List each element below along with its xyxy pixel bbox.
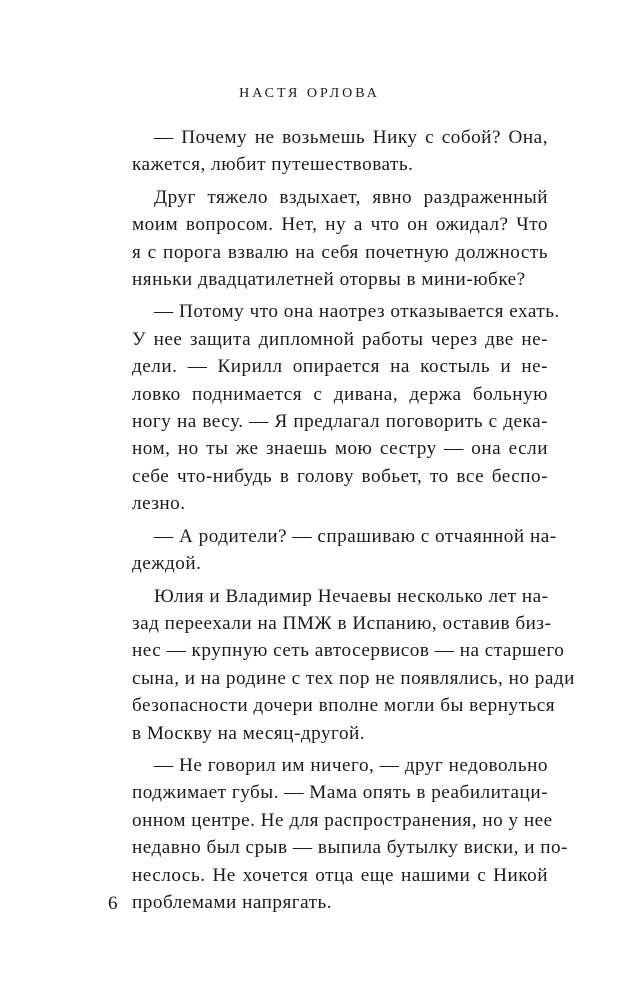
text-line: У нее защита дипломной работы через две не- xyxy=(132,328,548,350)
text-line: безопасности дочери вполне могли бы вернуться xyxy=(132,695,556,717)
text-line: — Не говорил им ничего, — друг недовольно xyxy=(154,754,548,776)
text-line: я с порога взвалю на себя почетную должность xyxy=(132,241,548,263)
running-header: НАСТЯ ОРЛОВА xyxy=(239,86,380,101)
text-line: ногу на весу. — Я предлагал поговорить с дека- xyxy=(132,411,548,433)
text-line: моим вопросом. Нет, ну а что он ожидал? Что xyxy=(132,214,548,236)
text-line: — Почему не возьмешь Нику с собой? Она, xyxy=(154,127,548,148)
paragraph xyxy=(110,523,557,578)
text-line: в Москву на месяц-другой. xyxy=(132,722,366,744)
text-line: Друг тяжело вздыхает, явно раздраженный xyxy=(154,186,548,208)
text-line: ловко поднимается с дивана, держа больную xyxy=(132,383,548,405)
text-line: ном, но ты же знаешь мою сестру — она если xyxy=(132,438,548,460)
paragraph xyxy=(110,752,569,916)
text-line: няньки двадцатилетней оторвы в мини-юбке? xyxy=(132,269,526,291)
paragraph xyxy=(110,184,548,294)
text-line: проблемами напрягать. xyxy=(132,891,333,913)
text-line: сына, и на родине с тех пор не появлялись, но ради xyxy=(132,667,575,689)
text-line: нес — крупную сеть автосервисов — на старшего xyxy=(132,640,565,662)
page-number: 6 xyxy=(108,893,118,914)
text-line: зад переехали на ПМЖ в Испанию, оставив биз- xyxy=(132,612,552,634)
body-text xyxy=(110,124,575,921)
text-line: Юлия и Владимир Нечаевы несколько лет на- xyxy=(154,585,549,607)
text-line: — Потому что она наотрез отказывается ехать. xyxy=(154,301,560,323)
text-line: себе что-нибудь в голову вобьет, то все беспо- xyxy=(132,465,548,487)
paragraph xyxy=(110,124,548,179)
text-line: дели. — Кирилл опирается на костыль и не- xyxy=(132,356,548,378)
paragraph xyxy=(110,583,575,747)
text-line: недавно был срыв — выпила бутылку виски, и по- xyxy=(132,837,569,859)
text-line: деждой. xyxy=(132,553,202,575)
text-line: — А родители? — спрашиваю с отчаянной на- xyxy=(154,525,557,547)
text-line: поджимает губы. — Мама опять в реабилитаци- xyxy=(132,782,548,804)
text-line: лезно. xyxy=(132,493,186,515)
text-line: неслось. Не хочется отца еще нашими с Никой xyxy=(132,864,548,886)
text-line: онном центре. Не для распространения, но у нее xyxy=(132,809,553,831)
paragraph xyxy=(110,298,560,517)
text-line: кажется, любит путешествовать. xyxy=(132,154,414,176)
